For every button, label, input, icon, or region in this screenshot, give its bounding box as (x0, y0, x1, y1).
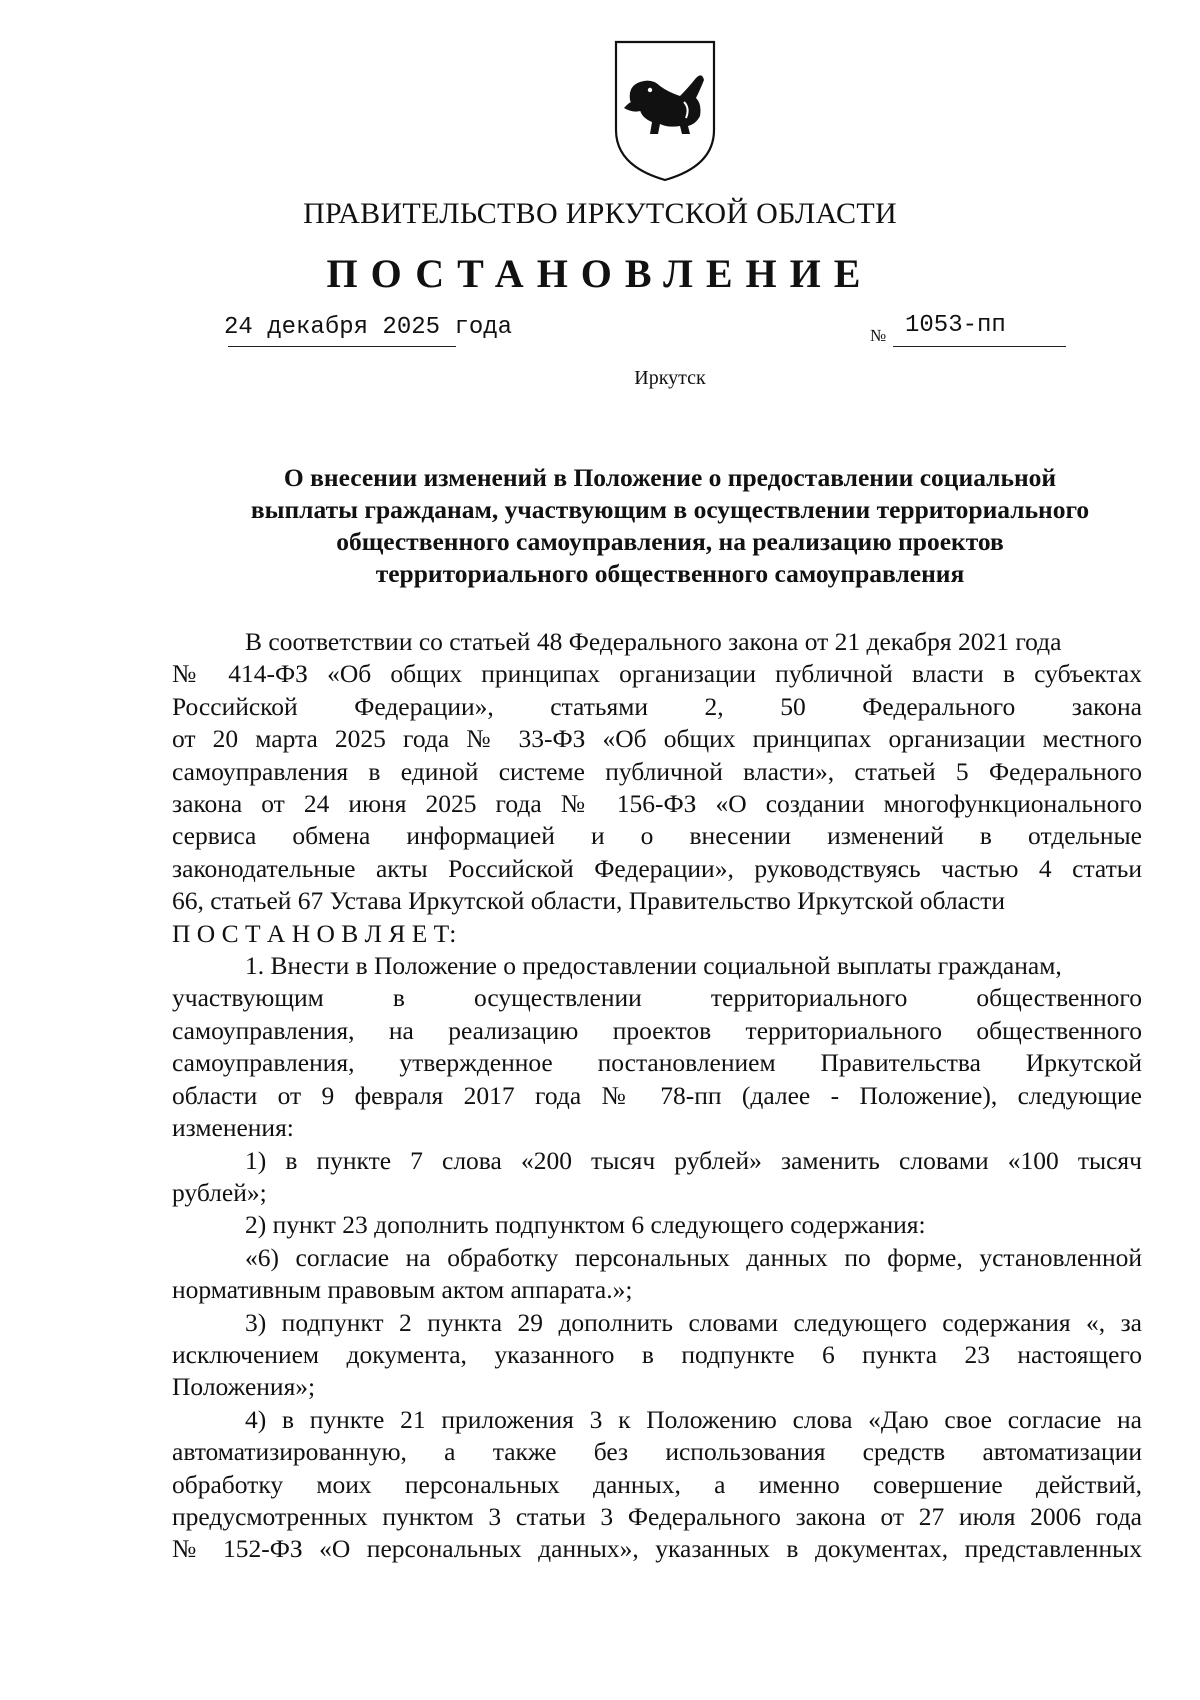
body-line: В соответствии со статьей 48 Федерального закона от 21 декабря 2021 года (245, 627, 1062, 656)
body-line: 66, статьей 67 Устава Иркутской области, Правительство Иркутской области (172, 886, 1005, 916)
city: Иркутск (634, 367, 706, 389)
body-line: самоуправления, утвержденное постановлением Правительства Иркутской (172, 1048, 1142, 1078)
document-type: ПОСТАНОВЛЕНИЕ (326, 251, 874, 296)
body-line: Российской Федерации», статьями 2, 50 Федерального закона (172, 691, 1142, 721)
body-line: самоуправления, на реализацию проектов территориального общественного (172, 1015, 1142, 1045)
body-line: рублей»; (172, 1177, 267, 1207)
title-line: общественного самоуправления, на реализацию проектов (336, 527, 1004, 556)
body-line: исключением документа, указанного в подпункте 6 пункта 23 настоящего (172, 1339, 1142, 1369)
number-underline (893, 346, 1066, 347)
title-line: О внесении изменений в Положение о предоставлении социальной (283, 463, 1057, 492)
number-sign: № (870, 326, 887, 345)
body-line: самоуправления в единой системе публичной власти», статьей 5 Федерального (172, 756, 1142, 786)
coat-of-arms-emblem (610, 38, 720, 184)
body-line: участвующим в осуществлении территориального общественного (172, 983, 1142, 1013)
body-line: 1) в пункте 7 слова «200 тысяч рублей» заменить словами «100 тысяч (245, 1145, 1142, 1175)
body-line: 3) подпункт 2 пункта 29 дополнить словами следующего содержания «, за (245, 1307, 1142, 1337)
body-line: от 20 марта 2025 года № 33-ФЗ «Об общих принципах организации местного (172, 724, 1142, 754)
body-line: законодательные акты Российской Федерации», руководствуясь частью 4 статьи (172, 853, 1142, 883)
body-line: Положения»; (172, 1372, 316, 1402)
body-line: области от 9 февраля 2017 года № 78-пп (далее - Положение), следующие (172, 1080, 1142, 1110)
title-line: выплаты гражданам, участвующим в осуществлении территориального (250, 495, 1090, 524)
body-line: изменения: (172, 1113, 294, 1143)
body-line: нормативным правовым актом аппарата.»; (172, 1275, 633, 1305)
body-line: сервиса обмена информацией и о внесении изменений в отдельные (172, 821, 1142, 851)
organization-name: ПРАВИТЕЛЬСТВО ИРКУТСКОЙ ОБЛАСТИ (303, 197, 897, 230)
body-line: закона от 24 июня 2025 года № 156-ФЗ «О создании многофункционального (172, 789, 1142, 819)
body-line: 4) в пункте 21 приложения 3 к Положению слова «Даю свое согласие на (245, 1404, 1142, 1434)
date-underline (228, 346, 456, 347)
title-line: территориального общественного самоуправления (375, 559, 965, 588)
document-body (172, 626, 1142, 1566)
body-line: 2) пункт 23 дополнить подпунктом 6 следующего содержания: (245, 1210, 926, 1240)
body-line: автоматизированную, а также без использования средств автоматизации (172, 1437, 1142, 1467)
document-number: 1053-пп (905, 312, 1006, 339)
document-title (170, 462, 1170, 590)
body-line: обработку моих персональных данных, а именно совершение действий, (172, 1469, 1142, 1499)
body-line: № 414-ФЗ «Об общих принципах организации публичной власти в субъектах (172, 659, 1142, 689)
body-line: № 152-ФЗ «О персональных данных», указанных в документах, представленных (172, 1534, 1142, 1564)
body-line: «6) согласие на обработку персональных данных по форме, установленной (245, 1242, 1142, 1272)
document-date: 24 декабря 2025 года (224, 314, 513, 341)
body-line: 1. Внести в Положение о предоставлении социальной выплаты гражданам, (245, 951, 1062, 981)
body-line: предусмотренных пунктом 3 статьи 3 Федерального закона от 27 июля 2006 года (172, 1501, 1142, 1531)
decree-word: П О С Т А Н О В Л Я Е Т: (172, 918, 457, 948)
